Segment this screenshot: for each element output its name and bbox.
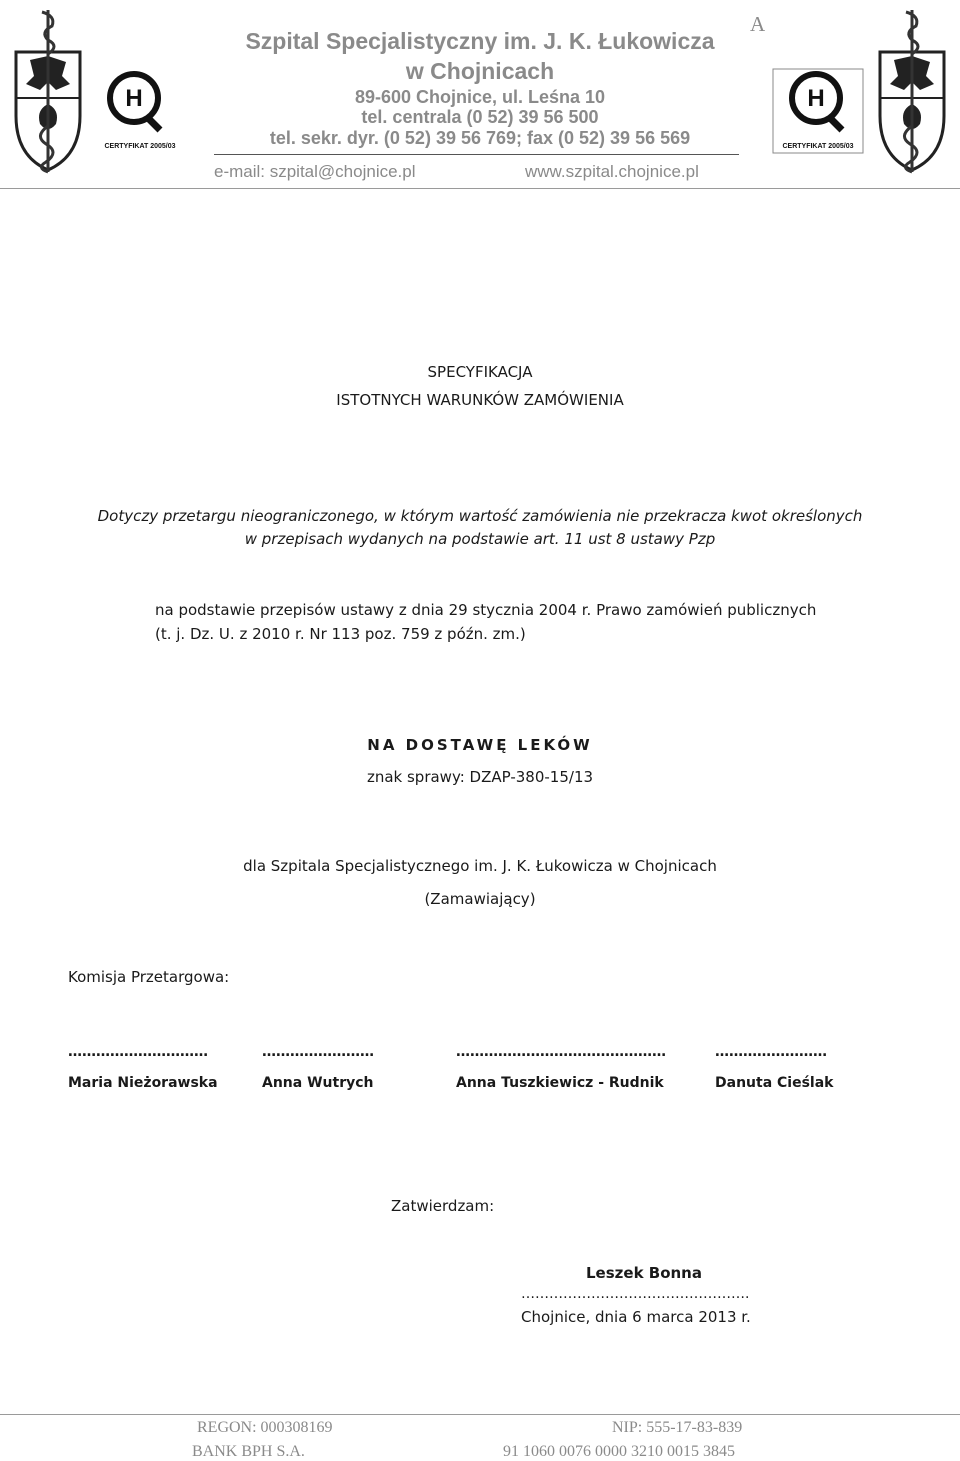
- certificate-label-right: CERTYFIKAT 2005/03: [782, 143, 854, 150]
- committee-member-4: Danuta Cieślak: [715, 1075, 834, 1091]
- committee-label: Komisja Przetargowa:: [68, 968, 230, 986]
- law-line-2: (t. j. Dz. U. z 2010 r. Nr 113 poz. 759 z późn. zm.): [155, 625, 526, 643]
- footer-rule: [0, 1414, 960, 1415]
- committee-member-1: Maria Nieżorawska: [68, 1075, 218, 1091]
- order-subject: NA DOSTAWĘ LEKÓW: [367, 736, 593, 754]
- law-line-1: na podstawie przepisów ustawy z dnia 29 stycznia 2004 r. Prawo zamówień publicznych: [155, 601, 817, 619]
- orderer-role: (Zamawiający): [424, 890, 536, 908]
- svg-text:H: H: [125, 85, 143, 112]
- intro-line-1: Dotyczy przetargu nieograniczonego, w którym wartość zamówienia nie przekracza kwot określonych: [97, 507, 863, 525]
- intro-line-2: w przepisach wydanych na podstawie art. 11 ust 8 ustawy Pzp: [244, 530, 716, 548]
- certificate-label-left: CERTYFIKAT 2005/03: [104, 143, 176, 150]
- hospital-city: w Chojnicach: [405, 58, 555, 84]
- header-divider: [214, 154, 739, 155]
- footer-account: 91 1060 0076 0000 3210 0015 3845: [503, 1443, 735, 1460]
- phone-central: tel. centrala (0 52) 39 56 500: [361, 107, 599, 127]
- approver-signature-line: ………………………………………….: [521, 1286, 750, 1302]
- footer-nip: NIP: 555-17-83-839: [612, 1419, 743, 1436]
- header-bottom-rule: [0, 188, 960, 189]
- committee-member-3: Anna Tuszkiewicz - Rudnik: [456, 1075, 664, 1091]
- signature-line-4: ……………………: [715, 1044, 827, 1060]
- hospital-address: 89-600 Chojnice, ul. Leśna 10: [354, 87, 606, 107]
- corner-letter: A: [750, 12, 766, 36]
- for-hospital-line: dla Szpitala Specjalistycznego im. J. K. Łukowicza w Chojnicach: [243, 857, 717, 875]
- footer-bank: BANK BPH S.A.: [192, 1443, 305, 1460]
- signature-line-3: ………………………………………: [456, 1044, 666, 1060]
- issue-date: Chojnice, dnia 6 marca 2013 r.: [521, 1308, 751, 1326]
- footer-regon: REGON: 000308169: [197, 1419, 333, 1436]
- signature-line-2: ……………………: [262, 1044, 374, 1060]
- title-line-1: SPECYFIKACJA: [427, 363, 533, 381]
- svg-text:H: H: [807, 85, 825, 112]
- approver-name: Leszek Bonna: [586, 1264, 702, 1282]
- approve-label: Zatwierdzam:: [391, 1197, 495, 1215]
- committee-member-2: Anna Wutrych: [262, 1075, 374, 1091]
- case-number: znak sprawy: DZAP-380-15/13: [366, 768, 594, 786]
- title-line-2: ISTOTNYCH WARUNKÓW ZAMÓWIENIA: [336, 391, 624, 409]
- signature-line-1: …………………………: [68, 1044, 208, 1060]
- hospital-name: Szpital Specjalistyczny im. J. K. Łukowicza: [245, 28, 715, 54]
- email-link[interactable]: e-mail: szpital@chojnice.pl: [214, 162, 416, 181]
- phone-director: tel. sekr. dyr. (0 52) 39 56 769; fax (0 52) 39 56 569: [269, 128, 691, 148]
- website-link[interactable]: www.szpital.chojnice.pl: [525, 162, 699, 181]
